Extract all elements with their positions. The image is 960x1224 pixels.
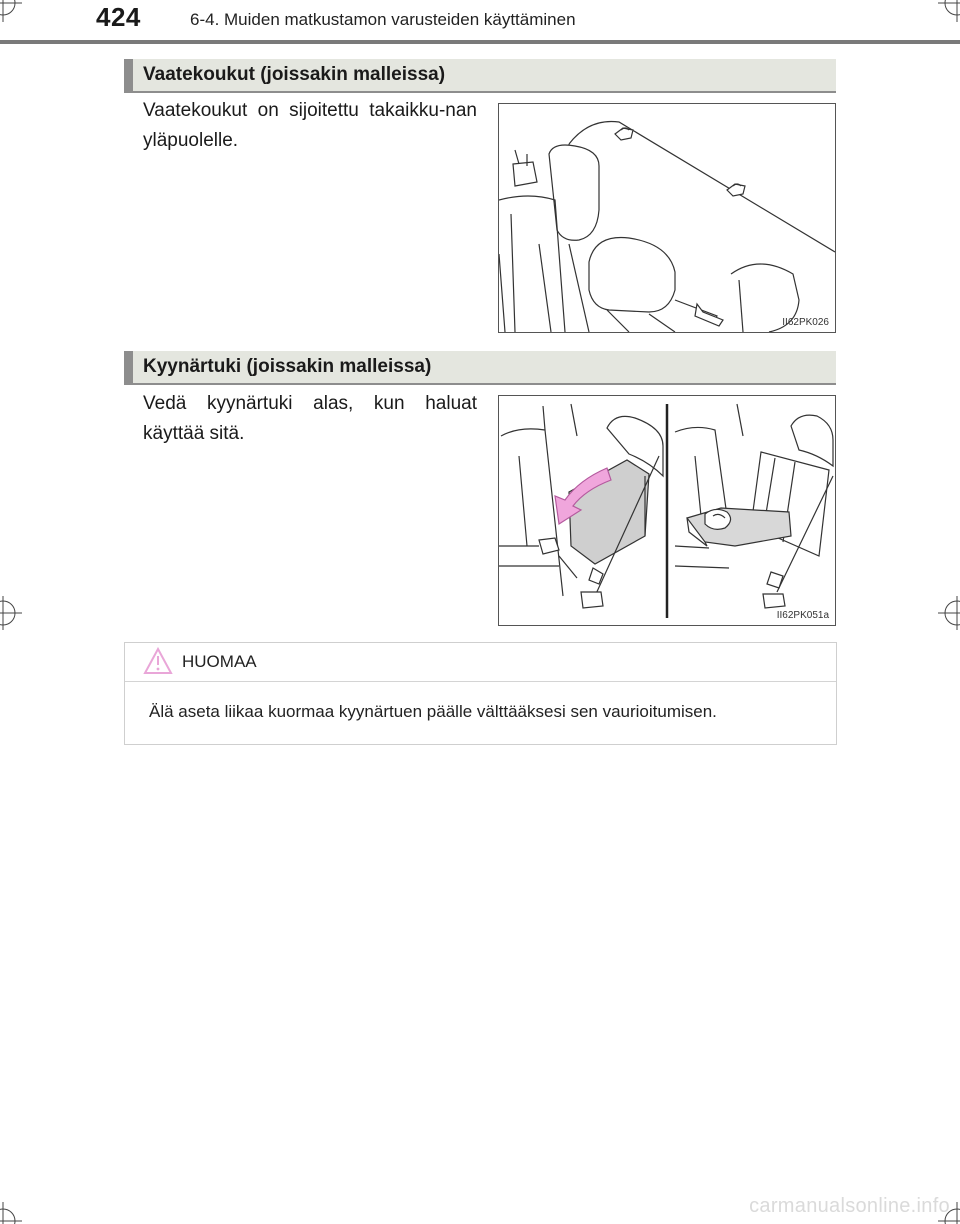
figure-code: II62PK026 bbox=[782, 317, 829, 328]
crop-mark-top-left bbox=[0, 0, 26, 26]
crop-mark-middle-left bbox=[0, 596, 26, 630]
crop-mark-bottom-left bbox=[0, 1198, 26, 1224]
section-title: Vaatekoukut (joissakin malleissa) bbox=[143, 64, 446, 85]
section-accent bbox=[124, 351, 133, 383]
caution-box bbox=[124, 642, 837, 745]
warning-triangle-icon bbox=[143, 647, 173, 680]
caution-text: Älä aseta liikaa kuormaa kyynärtuen päälle välttääksesi sen vaurioitumisen. bbox=[149, 702, 717, 721]
caution-label: HUOMAA bbox=[182, 652, 257, 671]
section-heading-clothes-hooks bbox=[124, 59, 836, 93]
page-number: 424 bbox=[96, 2, 141, 32]
clothes-hooks-figure bbox=[498, 103, 836, 333]
rear-seat-clothes-hooks-illustration bbox=[499, 104, 835, 332]
chapter-title: 6-4. Muiden matkustamon varusteiden käyttäminen bbox=[190, 10, 576, 29]
armrest-figure bbox=[498, 395, 836, 626]
armrest-text: Vedä kyynärtuki alas, kun haluat käyttää sitä. bbox=[143, 393, 477, 444]
watermark: carmanualsonline.info bbox=[749, 1195, 950, 1217]
armrest-illustration bbox=[499, 396, 835, 625]
section-heading-armrest bbox=[124, 351, 836, 385]
crop-mark-middle-right bbox=[934, 596, 960, 630]
section-title: Kyynärtuki (joissakin malleissa) bbox=[143, 356, 432, 377]
header-rule bbox=[0, 40, 960, 44]
figure-code: II62PK051a bbox=[776, 610, 829, 621]
section-accent bbox=[124, 59, 133, 91]
caution-header bbox=[125, 643, 836, 682]
clothes-hooks-text: Vaatekoukut on sijoitettu takaikku-nan yläpuolelle. bbox=[143, 100, 477, 151]
crop-mark-top-right bbox=[934, 0, 960, 26]
